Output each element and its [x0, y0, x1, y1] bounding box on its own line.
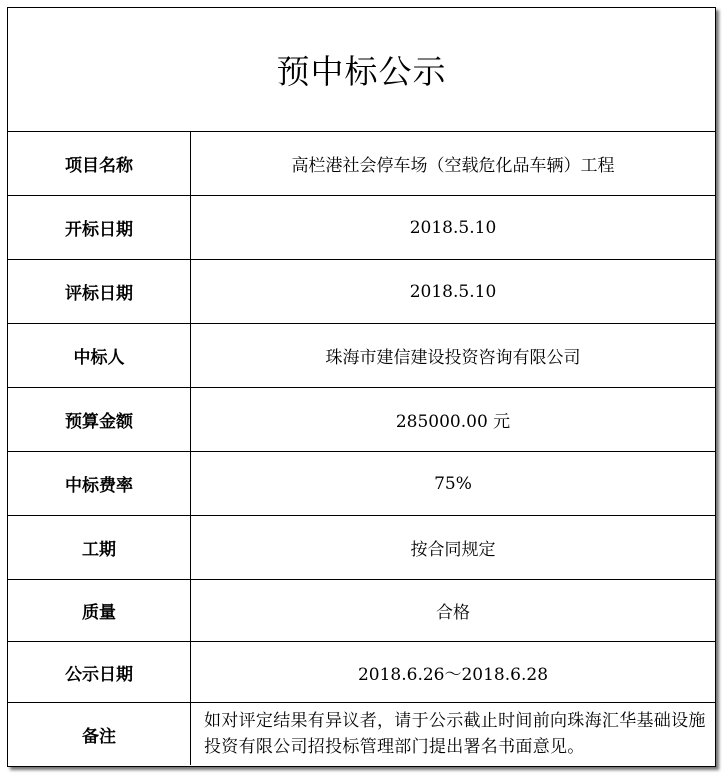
table-row [8, 452, 715, 516]
row-value-remarks: 如对评定结果有异议者，请于公示截止时间前向珠海汇华基础设施投资有限公司招投标管理部门提出署名书面意见。 [204, 711, 706, 757]
table-row [8, 196, 715, 260]
table-row [8, 580, 715, 642]
row-value-evaluation-date: 2018.5.10 [191, 260, 716, 324]
row-value-budget-amount: 285000.00 元 [191, 388, 716, 452]
row-value-fee-rate: 75% [191, 452, 716, 516]
row-label-fee-rate: 中标费率 [8, 452, 191, 516]
row-value-publicity-date: 2018.6.26～2018.6.28 [191, 642, 716, 703]
row-value-winning-bidder: 珠海市建信建设投资咨询有限公司 [191, 324, 716, 388]
page-title: 预中标公示 [8, 8, 715, 132]
row-label-budget-amount: 预算金额 [8, 388, 191, 452]
row-label-bid-open-date: 开标日期 [8, 196, 191, 260]
table-row [8, 132, 715, 196]
notice-sheet [7, 7, 716, 767]
row-label-quality: 质量 [8, 580, 191, 642]
notice-table [8, 132, 715, 765]
row-label-duration: 工期 [8, 516, 191, 580]
table-row [8, 703, 715, 766]
row-value-quality: 合格 [191, 580, 716, 642]
row-value-project-name: 高栏港社会停车场（空载危化品车辆）工程 [191, 132, 716, 196]
table-row [8, 260, 715, 324]
row-value-duration: 按合同规定 [191, 516, 716, 580]
row-value-bid-open-date: 2018.5.10 [191, 196, 716, 260]
row-label-winning-bidder: 中标人 [8, 324, 191, 388]
row-label-remarks: 备注 [8, 703, 191, 766]
row-label-evaluation-date: 评标日期 [8, 260, 191, 324]
table-row [8, 642, 715, 703]
row-label-project-name: 项目名称 [8, 132, 191, 196]
table-row [8, 324, 715, 388]
table-row [8, 516, 715, 580]
table-row [8, 388, 715, 452]
row-label-publicity-date: 公示日期 [8, 642, 191, 703]
